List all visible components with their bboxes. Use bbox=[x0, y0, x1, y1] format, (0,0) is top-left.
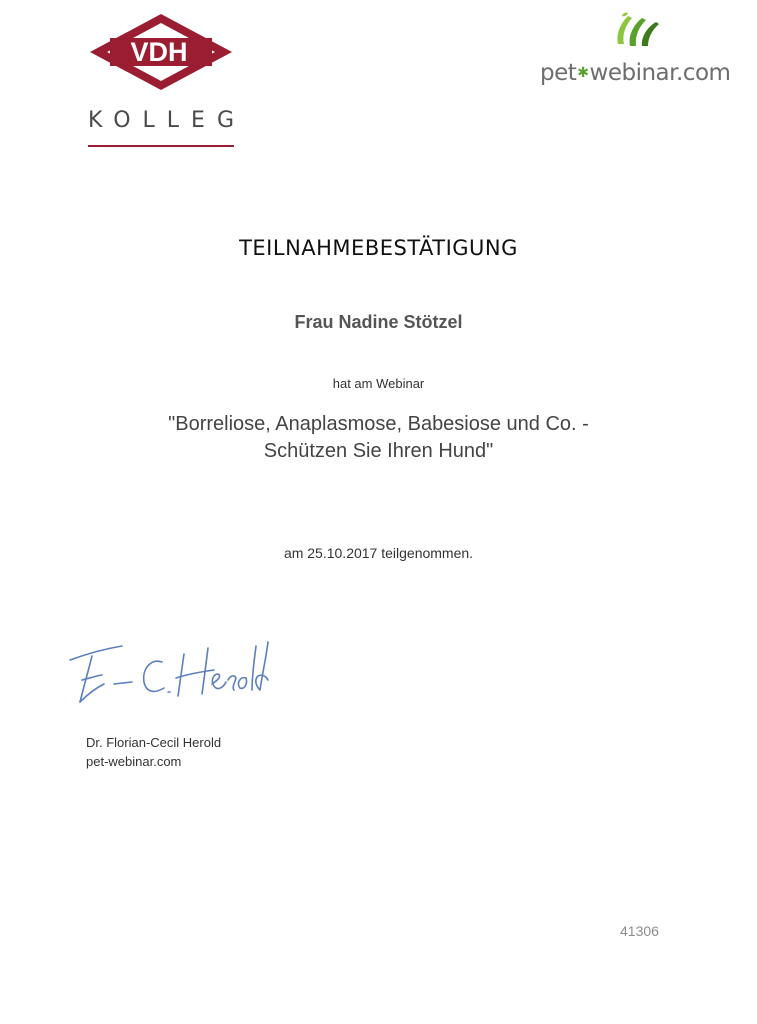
vdh-kolleg-logo bbox=[86, 12, 247, 142]
signer-name: Dr. Florian-Cecil Herold bbox=[86, 735, 222, 750]
participation-date: am 25.10.2017 teilgenommen. bbox=[283, 545, 474, 561]
handwritten-signature bbox=[62, 636, 272, 716]
intro-text: hat am Webinar bbox=[332, 376, 425, 391]
kolleg-underline bbox=[88, 145, 234, 147]
certificate-number: 41306 bbox=[620, 923, 659, 939]
webinar-title bbox=[0, 411, 757, 465]
webinar-title-line1: "Borreliose, Anaplasmose, Babesiose und Co. - bbox=[168, 413, 589, 435]
kolleg-logo-text: KOLLEG bbox=[88, 108, 247, 133]
vdh-logo-text: VDH bbox=[130, 37, 188, 67]
webinar-title-line2: Schützen Sie Ihren Hund" bbox=[263, 440, 494, 462]
certificate-title: TEILNAHMEBESTÄTIGUNG bbox=[239, 236, 518, 260]
participant-name: Frau Nadine Stötzel bbox=[294, 312, 463, 332]
pet-webinar-logo-part3: .com bbox=[675, 60, 731, 86]
star-icon: ✱ bbox=[577, 65, 589, 81]
signer-organization: pet-webinar.com bbox=[86, 754, 182, 769]
pet-webinar-logo-part1: pet bbox=[540, 60, 577, 86]
pet-webinar-stripes-icon bbox=[608, 10, 664, 50]
pet-webinar-logo bbox=[540, 10, 740, 90]
pet-webinar-logo-part2: webinar bbox=[589, 60, 676, 86]
pet-webinar-logo-text bbox=[540, 60, 730, 86]
